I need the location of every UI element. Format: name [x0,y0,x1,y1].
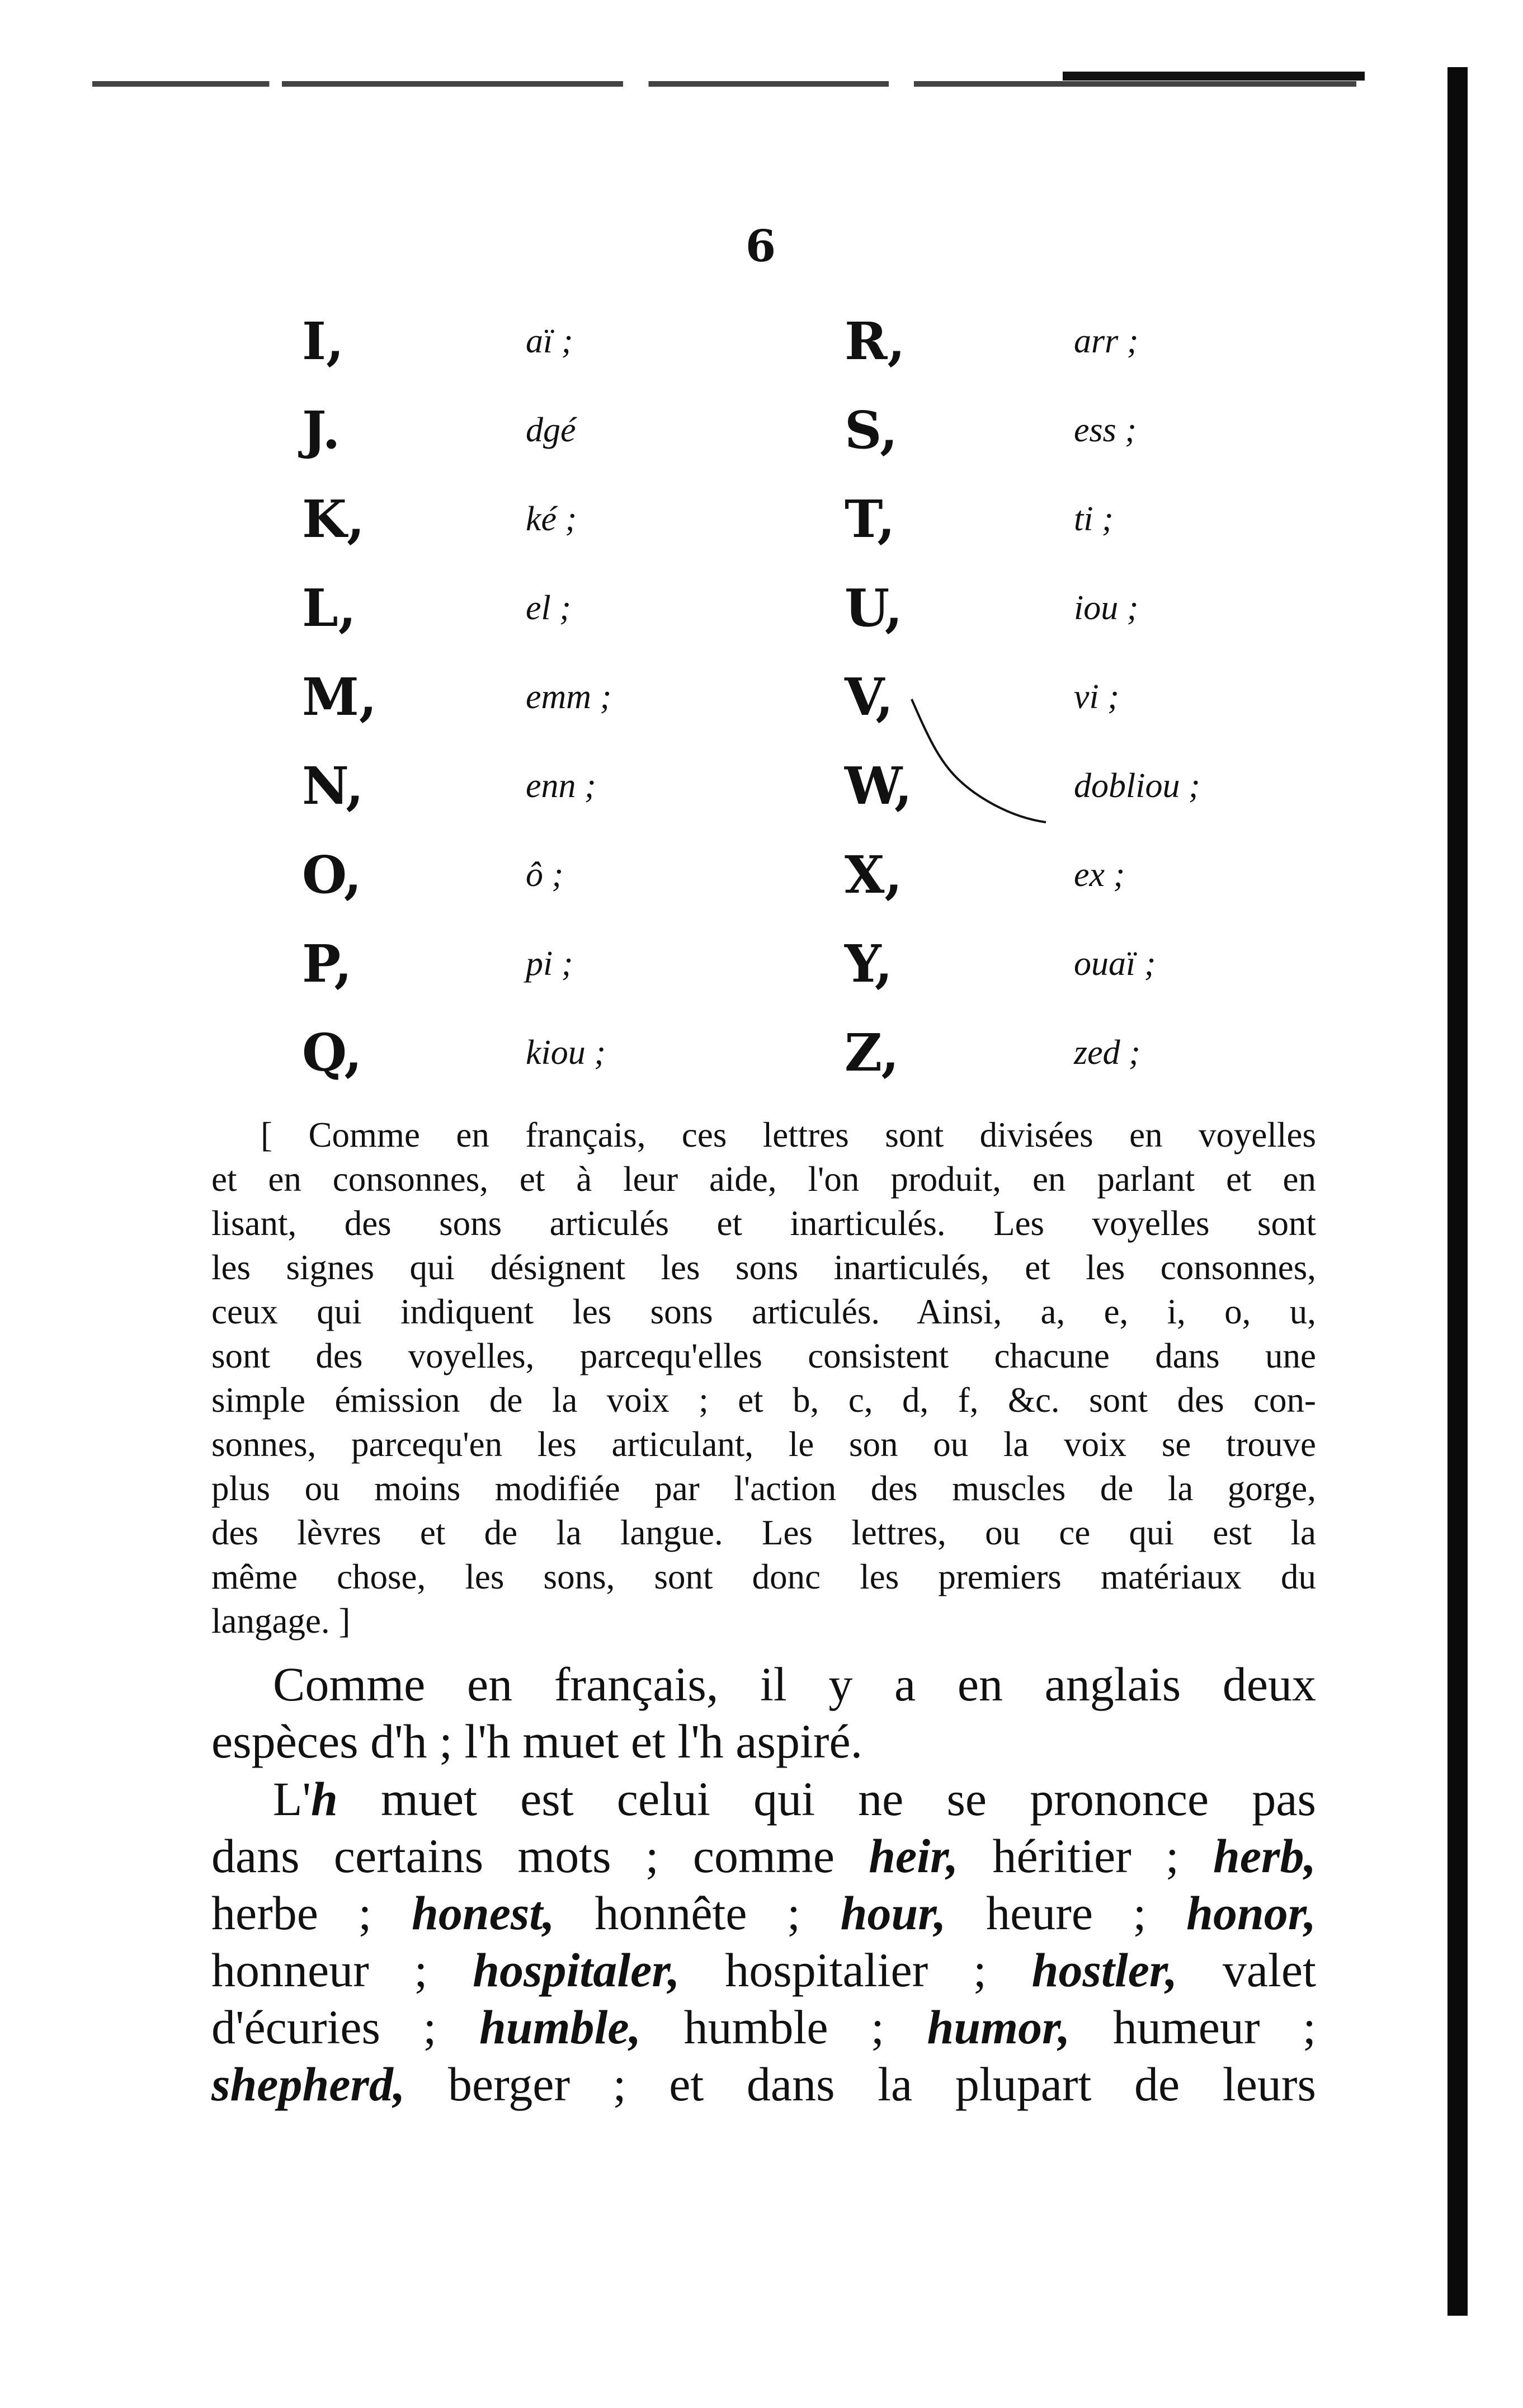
alphabet-row [302,847,1309,936]
text-line: espèces d'h ; l'h muet et l'h aspiré. [211,1714,863,1768]
pronunciation-left: emm ; [526,678,612,716]
pronunciation-left: kiou ; [526,1034,606,1072]
pronunciation-right: vi ; [1074,678,1119,716]
text-span: humeur ; [1070,2000,1316,2054]
italic-word: h [311,1772,338,1826]
note-line: même chose, les sons, sont donc les premiers matériaux du [211,1557,1316,1596]
text-line [211,2056,1316,2113]
alphabet-table [302,313,1309,1114]
text-span: valet [1177,1943,1316,1997]
pronunciation-left: ké ; [526,500,577,538]
alphabet-row [302,936,1309,1025]
text-line [211,1884,1316,1942]
text-span: héritier ; [958,1829,1214,1883]
text-span: heure ; [946,1886,1187,1940]
paragraph-h-muet [211,1770,1316,2113]
pronunciation-right: arr ; [1074,322,1139,360]
italic-word: hospitaler, [473,1943,680,1997]
text-line [211,1999,1316,2056]
pronunciation-right: ouaï ; [1074,945,1156,983]
letter-right: R, [845,311,906,371]
note-line: sont des voyelles, parcequ'elles consistent chacune dans une [211,1336,1316,1375]
pen-stroke-mark [906,694,1052,839]
alphabet-row [302,1022,1309,1114]
letter-left: J. [302,400,341,460]
letter-left: K, [302,489,365,549]
italic-word: honest, [412,1886,555,1940]
note-line: [ Comme en français, ces lettres sont divisées en voyelles [261,1115,1316,1154]
italic-word: heir, [869,1829,959,1883]
note-line: des lèvres et de la langue. Les lettres, ou ce qui est la [211,1513,1316,1552]
note-line: plus ou moins modifiée par l'action des muscles de la gorge, [211,1469,1316,1508]
note-line: sonnes, parcequ'en les articulant, le son ou la voix se trouve [211,1425,1316,1464]
letter-left: Q, [302,1022,362,1083]
letter-right: W, [845,756,913,816]
letter-left: I, [302,311,345,371]
alphabet-row [302,313,1309,402]
letter-left: P, [302,934,352,994]
pronunciation-right: iou ; [1074,589,1139,627]
letter-right: U, [845,578,903,638]
alphabet-row [302,491,1309,580]
alphabet-row [302,580,1309,669]
pronunciation-right: ex ; [1074,856,1125,894]
italic-word: hostler, [1031,1943,1178,1997]
note-line: langage. ] [211,1601,351,1641]
text-span: muet est celui qui ne se prononce pas [337,1772,1316,1826]
pronunciation-left: aï ; [526,322,573,360]
letter-right: V, [845,667,894,727]
top-border-rule [92,81,1356,87]
pronunciation-left: dgé [526,411,576,449]
letter-right: S, [845,400,898,460]
letter-left: O, [302,845,362,905]
text-span: d'écuries ; [211,2000,479,2054]
text-span: humble ; [641,2000,927,2054]
text-span: honneur ; [211,1943,473,1997]
italic-word: humor, [927,2000,1071,2054]
alphabet-row [302,758,1309,847]
note-line: lisant, des sons articulés et inarticulés. Les voyelles sont [211,1204,1316,1243]
letter-right: T, [845,489,895,549]
pronunciation-right: zed ; [1074,1034,1140,1072]
text-span: L' [273,1772,312,1826]
pronunciation-left: el ; [526,589,571,627]
text-line [211,1770,1316,1827]
italic-word: hour, [840,1886,946,1940]
note-line: et en consonnes, et à leur aide, l'on produit, en parlant et en [211,1160,1316,1199]
top-border-mark [1063,72,1365,81]
italic-word: shepherd, [211,2057,405,2111]
letter-left: M, [302,667,377,727]
alphabet-row [302,669,1309,758]
pronunciation-right: dobliou ; [1074,767,1200,805]
pronunciation-right: ess ; [1074,411,1137,449]
text-span: hospitalier ; [680,1943,1032,1997]
right-edge-bar [1447,67,1468,2316]
paragraph-h-species [211,1656,1316,1770]
pronunciation-left: pi ; [526,945,573,983]
pronunciation-left: ô ; [526,856,564,894]
italic-word: humble, [479,2000,642,2054]
letter-right: X, [845,845,903,905]
text-span: berger ; et dans la plupart de leurs [405,2057,1316,2111]
text-span: herbe ; [211,1886,412,1940]
letter-left: N, [302,756,364,816]
letter-right: Z, [845,1022,899,1083]
text-span: dans certains mots ; comme [211,1829,869,1883]
letter-right: Y, [845,934,893,994]
bracketed-note [211,1113,1316,1643]
text-line: Comme en français, il y a en anglais deux [273,1657,1316,1711]
text-span: honnête ; [554,1886,841,1940]
alphabet-row [302,402,1309,491]
note-line: ceux qui indiquent les sons articulés. Ainsi, a, e, i, o, u, [211,1292,1316,1331]
italic-word: herb, [1213,1829,1316,1883]
text-line [211,1827,1316,1884]
pronunciation-left: enn ; [526,767,596,805]
note-line: les signes qui désignent les sons inarticulés, et les consonnes, [211,1248,1316,1287]
note-line: simple émission de la voix ; et b, c, d, f, &c. sont des con- [211,1380,1316,1420]
pronunciation-right: ti ; [1074,500,1114,538]
page-number: 6 [745,221,776,272]
italic-word: honor, [1186,1886,1316,1940]
text-line [211,1942,1316,1999]
letter-left: L, [302,578,356,638]
